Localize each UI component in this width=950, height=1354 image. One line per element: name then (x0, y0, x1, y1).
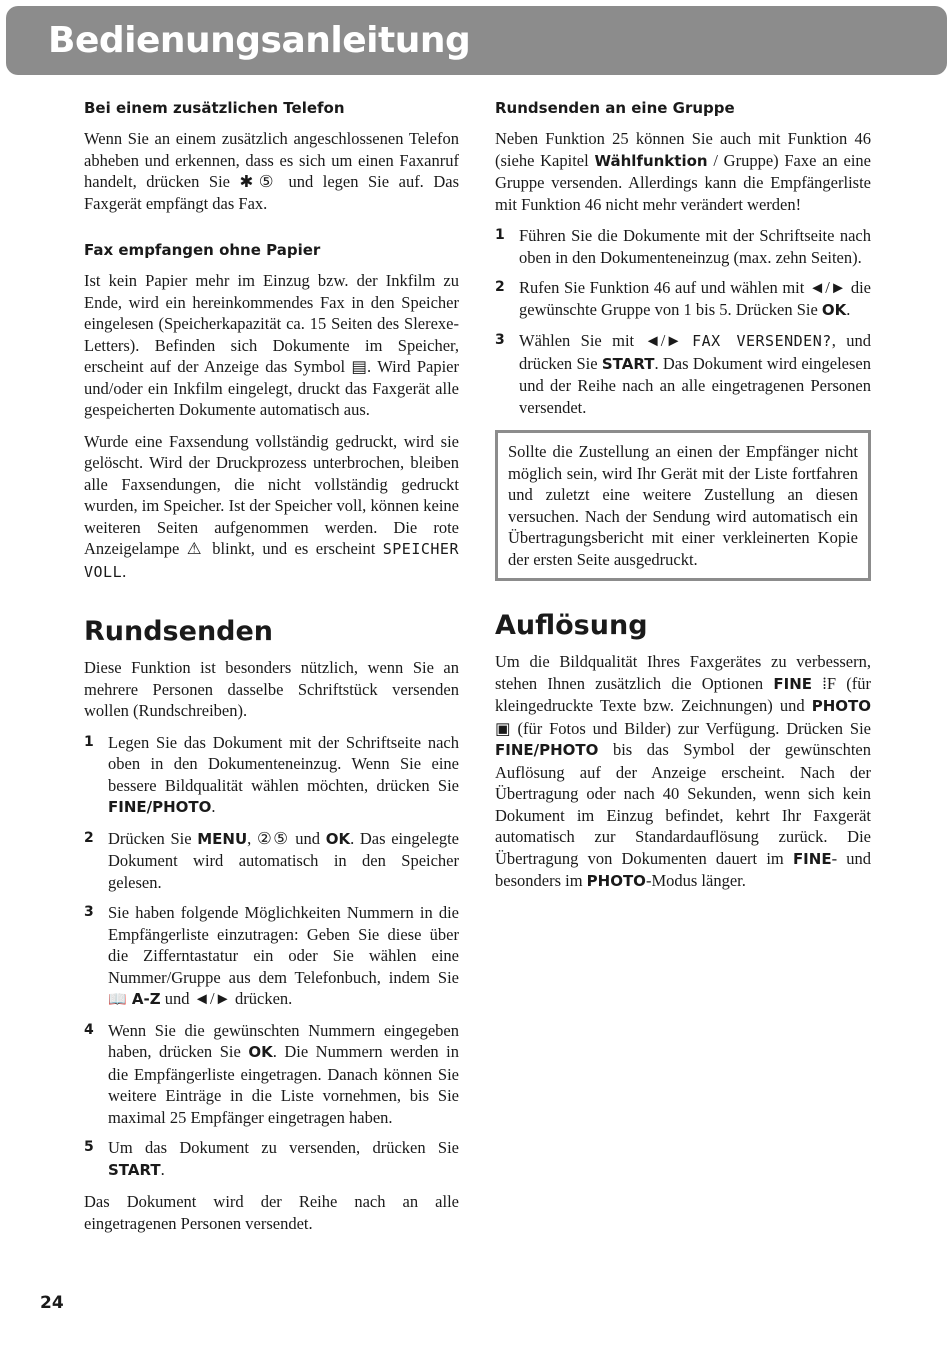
list-item: 5 Um das Dokument zu versenden, drücken Sie START. (84, 1138, 459, 1179)
page-number: 24 (40, 1293, 64, 1313)
list-item: 1 Führen Sie die Dokumente mit der Schriftseite nach oben in den Dokumenteneinzug (max. zehn Seiten). (495, 226, 871, 267)
section-heading-no-paper: Fax empfangen ohne Papier (84, 241, 321, 259)
heading-rundsenden: Rundsenden (84, 616, 274, 647)
paragraph-aufloesung: Um die Bildqualität Ihres Faxgerätes zu verbessern, stehen Ihnen zusätzlich die Optionen FINE ⁞F (für kleingedruckte Texte bzw. Zeichnungen) und PHOTO ▣ (für Fotos und Bilder) zur Verfügung. Drücken Sie FINE/PHOTO bis das Symbol der gewünschten Auflösung auf der Anzeige erscheint. Nach der Übertragung oder nach 40 Sekunden, wenn sich kein Dokument im Einzug befindet, kehrt Ihr Faxgerät automatisch zur Standardauflösung zurück. Die Übertragung von Dokumenten dauert im FINE- und besonders im PHOTO-Modus länger. (495, 652, 872, 890)
left-column (84, 98, 459, 1244)
list-item: 4 Wenn Sie die gewünschten Nummern eingegeben haben, drücken Sie OK. Die Nummern werden in die Empfängerliste eingetragen. Danach können Sie weitere Einträge in die Liste vornehmen, bis Sie maximal 25 Empfänger eingetragen haben. (84, 1020, 460, 1127)
section-heading-extra-phone: Bei einem zusätzlichen Telefon (84, 99, 345, 117)
phonebook-icon: 📖 A-Z (108, 990, 161, 1008)
gruppe-steps (495, 225, 871, 418)
list-item: 2 Drücken Sie MENU, ②⑤ und OK. Das eingelegte Dokument wird automatisch in den Speicher gelesen. (84, 828, 459, 892)
section-heading-gruppe: Rundsenden an eine Gruppe (495, 99, 735, 117)
paragraph-rundsenden-intro: Diese Funktion ist besonders nützlich, wenn Sie an mehrere Personen dasselbe Schriftstück versenden wollen (Rundschreiben). (84, 658, 459, 720)
list-item: 3 Sie haben folgende Möglichkeiten Nummern in die Empfängerliste einzutragen: Geben Sie diese über die Zifferntastatur ein oder Sie wählen eine Nummer/Gruppe aus dem Telefonbuch, indem Sie 📖 A-Z und ◄/► drücken. (84, 903, 459, 1008)
page-title: Bedienungsanleitung (48, 20, 471, 61)
lcd-text-fax-versenden: FAX VERSENDEN? (692, 332, 832, 350)
lcd-text-speicher-voll: SPEICHER VOLL (84, 540, 459, 581)
paragraph-extra-phone: Wenn Sie an einem zusätzlich angeschlossenen Telefon abheben und erkennen, dass es sich um einen Faxanruf handelt, drücken Sie ✱⑤ und legen Sie auf. Das Faxgerät empfängt das Fax. (84, 129, 459, 213)
paragraph-gruppe: Neben Funktion 25 können Sie auch mit Funktion 46 (siehe Kapitel Wählfunktion / Gruppe) Faxe an eine Gruppe versenden. Allerdings kann die Empfängerliste mit Funktion 46 nicht mehr verändert werden! (495, 129, 871, 214)
note-box (495, 430, 871, 581)
rundsenden-steps (84, 732, 459, 1182)
paragraph-no-paper-1: Ist kein Papier mehr im Einzug bzw. der Inkfilm zu Ende, wird ein hereinkommendes Fax in den Speicher eingelesen (Speicherkapazität ca. 15 Seiten des Slerexe-Letters). Befinden sich Dokumente im Speicher, erscheint auf der Anzeige das Symbol ▤. Wird Papier und/oder ein Inkfilm eingelegt, druckt das Faxgerät alle gespeicherten Dokumente automatisch aus. (84, 271, 459, 419)
heading-aufloesung: Auflösung (495, 610, 648, 641)
list-item: 3 Wählen Sie mit ◄/► FAX VERSENDEN?, und drücken Sie START. Das Dokument wird eingelesen und der Reihe nach an alle eingetragenen Personen versendet. (495, 331, 872, 417)
header-bar (6, 6, 947, 75)
paragraph-rundsenden-outro: Das Dokument wird der Reihe nach an alle eingetragenen Personen versendet. (84, 1192, 459, 1233)
list-item: 1 Legen Sie das Dokument mit der Schriftseite nach oben in den Dokumenteneinzug. Wenn Sie eine bessere Bildqualität wählen möchten, drücken Sie FINE/PHOTO. (84, 732, 459, 816)
list-item: 2 Rufen Sie Funktion 46 auf und wählen mit ◄/► die gewünschte Gruppe von 1 bis 5. Drücken Sie OK. (495, 278, 871, 319)
paragraph-no-paper-2: Wurde eine Faxsendung vollständig gedruckt, wird sie gelöscht. Wird der Druckprozess unterbrochen, bleiben alle Faxsendungen, die nicht vollständig gedruckt wurden, im Speicher. Ist der Speicher voll, können keine weiteren Seiten aufgenommen werden. Die rote Anzeigelampe ⚠ blinkt, und es erscheint SPEICHER VOLL. (84, 431, 459, 581)
right-column (495, 98, 871, 903)
note-text: Sollte die Zustellung an einen der Empfänger nicht möglich sein, wird Ihr Gerät mit der Liste fortfahren und zuletzt eine weitere Zustellung an diesen versuchen. Nach der Sendung wird automatisch ein Übertragungsbericht mit einer verkleinerten Kopie der ersten Seite ausgedruckt. (508, 442, 858, 569)
